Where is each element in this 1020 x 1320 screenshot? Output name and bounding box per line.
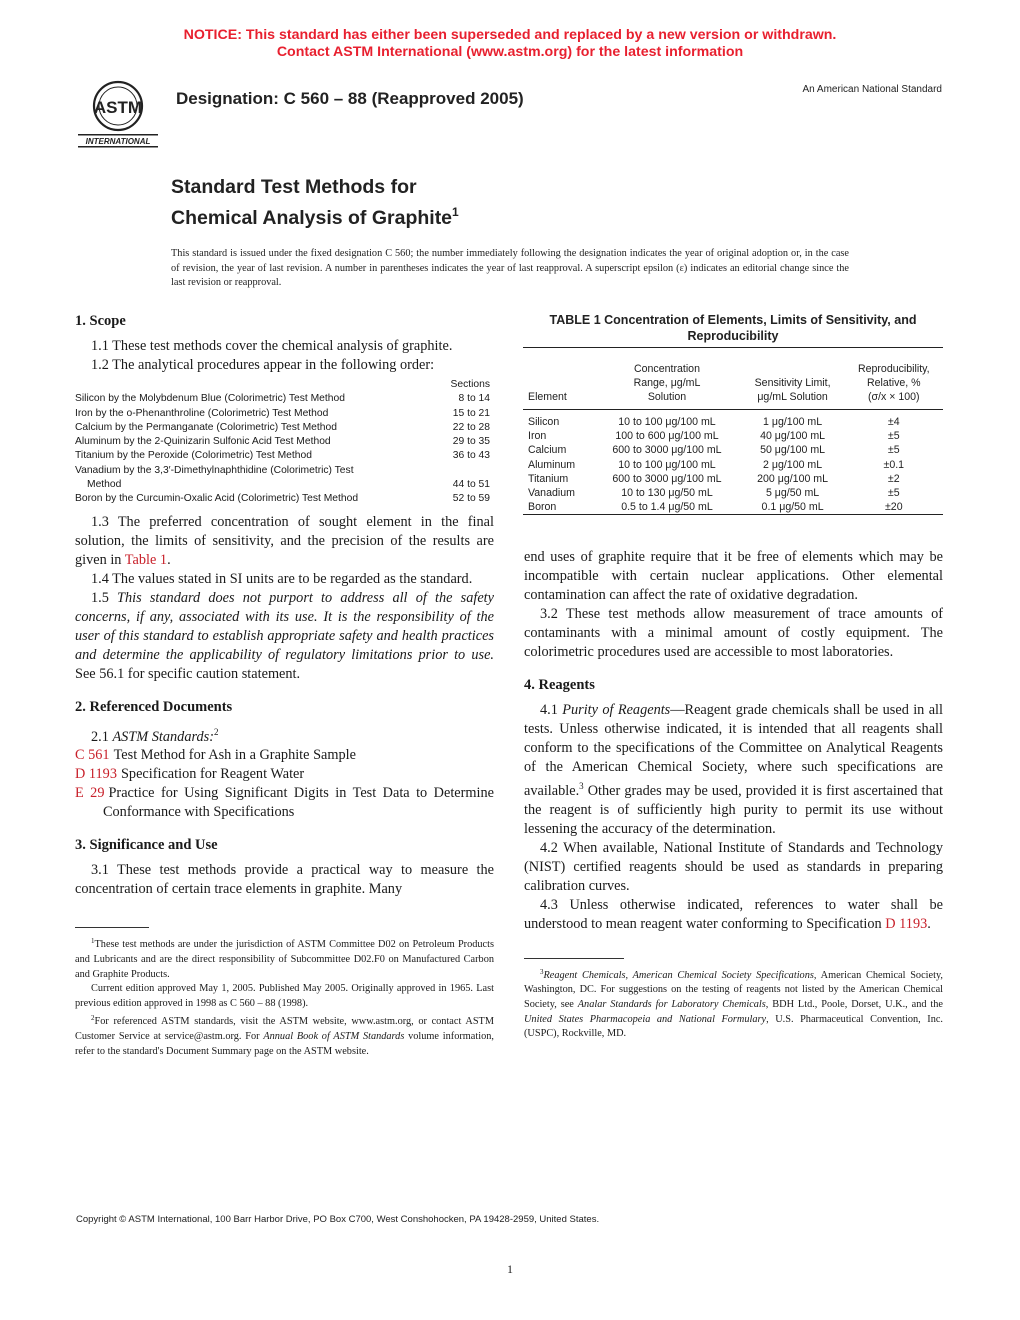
notice-line-2: Contact ASTM International (www.astm.org) for the latest information xyxy=(276,44,744,60)
table-row: Iron 100 to 600 μg/100 mL 40 μg/100 mL ±5 xyxy=(528,430,900,443)
reagents-4-3: 4.3 Unless otherwise indicated, references to water shall be understood to mean reagent water conforming to Specification D 1193. xyxy=(524,896,943,932)
col-header-reproducibility: Reproducibility, Relative, % (σ/x × 100) xyxy=(857,363,930,403)
footnote-2: $^2$For referenced ASTM standards, visit the ASTM website, www.astm.org, or contact ASTM Customer Service at service@astm.org. For Annual Book of ASTM Standards volume information, refer to the standard's Document Summary page on the ASTM website. xyxy=(75,1014,494,1057)
designation: Designation: C 560 – 88 (Reapproved 2005) xyxy=(176,89,524,108)
title-footnote-ref: 1 xyxy=(452,205,459,219)
list-item: Titanium by the Peroxide (Colorimetric) Test Method 36 to 43 xyxy=(75,450,490,462)
list-item: Vanadium by the 3,3′-Dimethylnaphthidine (Colorimetric) Test xyxy=(75,464,354,476)
logo-subtitle: INTERNATIONAL xyxy=(85,137,151,146)
d1193-link[interactable]: D 1193 xyxy=(885,915,928,932)
list-item: Silicon by the Molybdenum Blue (Colorimetric) Test Method 8 to 14 xyxy=(75,393,490,405)
table-row: Titanium 600 to 3000 μg/100 mL 200 μg/100 mL ±2 xyxy=(528,472,900,485)
list-item: Iron by the o-Phenanthroline (Colorimetric) Test Method 15 to 21 xyxy=(75,407,490,419)
page-title xyxy=(171,175,459,231)
scope-1-2: 1.2 The analytical procedures appear in the following order: xyxy=(91,357,435,373)
significance-heading: 3. Significance and Use xyxy=(75,837,218,854)
refdocs-heading: 2. Referenced Documents xyxy=(75,698,233,715)
footnote-divider xyxy=(524,958,624,959)
right-column xyxy=(524,548,943,1042)
copyright: Copyright © ASTM International, 100 Barr Harbor Drive, PO Box C700, West Conshohocken, PA 19428-2959, United States. xyxy=(76,1214,600,1225)
ref-item: C 561 Test Method for Ash in a Graphite Sample xyxy=(75,747,356,764)
ref-link-c561[interactable]: C 561 xyxy=(75,747,110,764)
refdocs-2-1: 2.1 ASTM Standards:$^2$ xyxy=(91,726,219,745)
title-line-2: Chemical Analysis of Graphite$^1$ xyxy=(171,205,459,229)
sections-header: Sections xyxy=(450,379,490,390)
significance-3-2: 3.2 These test methods allow measurement of trace amounts of contaminants with a minimal amount of costly equipment. The colorimetric procedures used are accessible to most laboratories. xyxy=(524,606,943,660)
table-header-row xyxy=(523,348,943,410)
ref-item: D 1193 Specification for Reagent Water xyxy=(75,766,305,783)
significance-3-1-cont: end uses of graphite require that it be free of elements which may be incompatible with certain nuclear applications. Other elemental contamination can affect the rate of oxidative degradation. xyxy=(524,549,943,603)
scope-1-3: 1.3 The preferred concentration of sought element in the final solution, the limits of sensitivity, and the precision of the results are given in Table 1. xyxy=(75,513,494,568)
reagents-heading: 4. Reagents xyxy=(524,677,595,693)
table-row: Boron 0.5 to 1.4 μg/50 mL 0.1 μg/50 mL ±20 xyxy=(523,500,943,515)
table-1-caption: TABLE 1 Concentration of Elements, Limits of Sensitivity, and Reproducibility xyxy=(549,313,917,343)
table-row: Silicon 10 to 100 μg/100 mL 1 μg/100 mL ±4 xyxy=(528,416,900,428)
list-item: Aluminum by the 2-Quinizarin Sulfonic Acid Test Method 29 to 35 xyxy=(75,436,490,448)
list-item: Method 44 to 51 xyxy=(87,479,490,491)
footnote-1-edition: Current edition approved May 1, 2005. Published May 2005. Originally approved in 1965. Last previous edition approved in 1998 as C 560 – 88 (1998). xyxy=(75,983,494,1009)
issued-statement: This standard is issued under the fixed designation C 560; the number immediately following the designation indicates the year of original adoption or, in the case of revision, the year of last revision. A number in parentheses indicates the year of last reapproval. A superscript epsilon (ε) indicates an editorial change since the last revision or reapproval. xyxy=(171,248,849,288)
logo-wordmark: ASTM xyxy=(93,98,143,117)
scope-1-4: 1.4 The values stated in SI units are to be regarded as the standard. xyxy=(91,570,473,587)
ref-link-e29[interactable]: E 29 xyxy=(75,785,105,802)
reagents-4-2: 4.2 When available, National Institute of Standards and Technology (NIST) certified reagents should be used as standards in preparing calibration curves. xyxy=(524,839,943,894)
notice-line-1: NOTICE: This standard has either been superseded and replaced by a new version or withdrawn. xyxy=(183,27,837,43)
notice-banner xyxy=(0,27,1020,61)
american-national-standard: An American National Standard xyxy=(802,84,942,95)
footnote-divider xyxy=(75,927,149,928)
page-number: 1 xyxy=(507,1262,513,1276)
table-row: Aluminum 10 to 100 μg/100 mL 2 μg/100 mL ±0.1 xyxy=(528,458,905,471)
reagents-4-1: 4.1 Purity of Reagents—Reagent grade chemicals shall be used in all tests. Unless otherwise indicated, it is intended that all reagents shall conform to the specifications of the Committee on Analytical Reagents of the American Chemical Society, where such specifications are available.$^3$ Other grades may be used, provided it is first ascertained that the reagent is of sufficiently high purity to permit its use without lessening the accuracy of the determination. xyxy=(524,702,943,837)
col-header-concentration: Concentration Range, μg/mL Solution xyxy=(633,363,701,403)
sections-list xyxy=(75,378,494,507)
footnote-3: $^3$Reagent Chemicals, American Chemical Society Specifications, American Chemical Society, Washington, DC. For suggestions on the testing of reagents not listed by the American Chemical Society, see Analar Standards for Laboratory Chemicals, BDH Ltd., Poole, Dorset, U.K., and the United States Pharmacopeia and National Formulary, U.S. Pharmaceutical Convention, Inc. (USPC), Rockville, MD. xyxy=(524,967,944,1040)
significance-3-1: 3.1 These test methods provide a practical way to measure the concentration of certain trace elements in graphite. Many xyxy=(75,862,494,898)
footnote-1: $^1$These test methods are under the jurisdiction of ASTM Committee D02 on Petroleum Products and Lubricants and are the direct responsibility of Subcommittee D02.F0 on Manufactured Carbon and Graphite Products. xyxy=(75,937,494,980)
table-row: Vanadium 10 to 130 μg/50 mL 5 μg/50 mL ±5 xyxy=(528,487,900,500)
scope-1-5: 1.5 This standard does not purport to address all of the safety concerns, if any, associated with its use. It is the responsibility of the user of this standard to establish appropriate safety and health practices and determine the applicability of regulatory limitations prior to use. See 56.1 for specific caution statement. xyxy=(75,589,494,682)
col-header-element: Element xyxy=(528,391,567,403)
left-column xyxy=(75,308,494,1059)
table-1 xyxy=(523,347,943,515)
astm-logo xyxy=(76,78,160,148)
list-item: Calcium by the Permanganate (Colorimetric) Test Method 22 to 28 xyxy=(75,421,490,433)
list-item: Boron by the Curcumin-Oxalic Acid (Colorimetric) Test Method 52 to 59 xyxy=(75,493,490,505)
title-line-1: Standard Test Methods for xyxy=(171,176,417,198)
col-header-sensitivity: Sensitivity Limit, μg/mL Solution xyxy=(754,377,831,403)
table-1-link[interactable]: Table 1 xyxy=(124,551,168,568)
table-row: Calcium 600 to 3000 μg/100 mL 50 μg/100 mL ±5 xyxy=(528,444,900,457)
ref-item: E 29 Practice for Using Significant Digits in Test Data to Determine Conformance with Specifications xyxy=(75,785,494,821)
ref-link-d1193[interactable]: D 1193 xyxy=(75,766,117,783)
scope-heading: 1. Scope xyxy=(75,313,126,329)
scope-1-1: 1.1 These test methods cover the chemical analysis of graphite. xyxy=(91,338,453,354)
